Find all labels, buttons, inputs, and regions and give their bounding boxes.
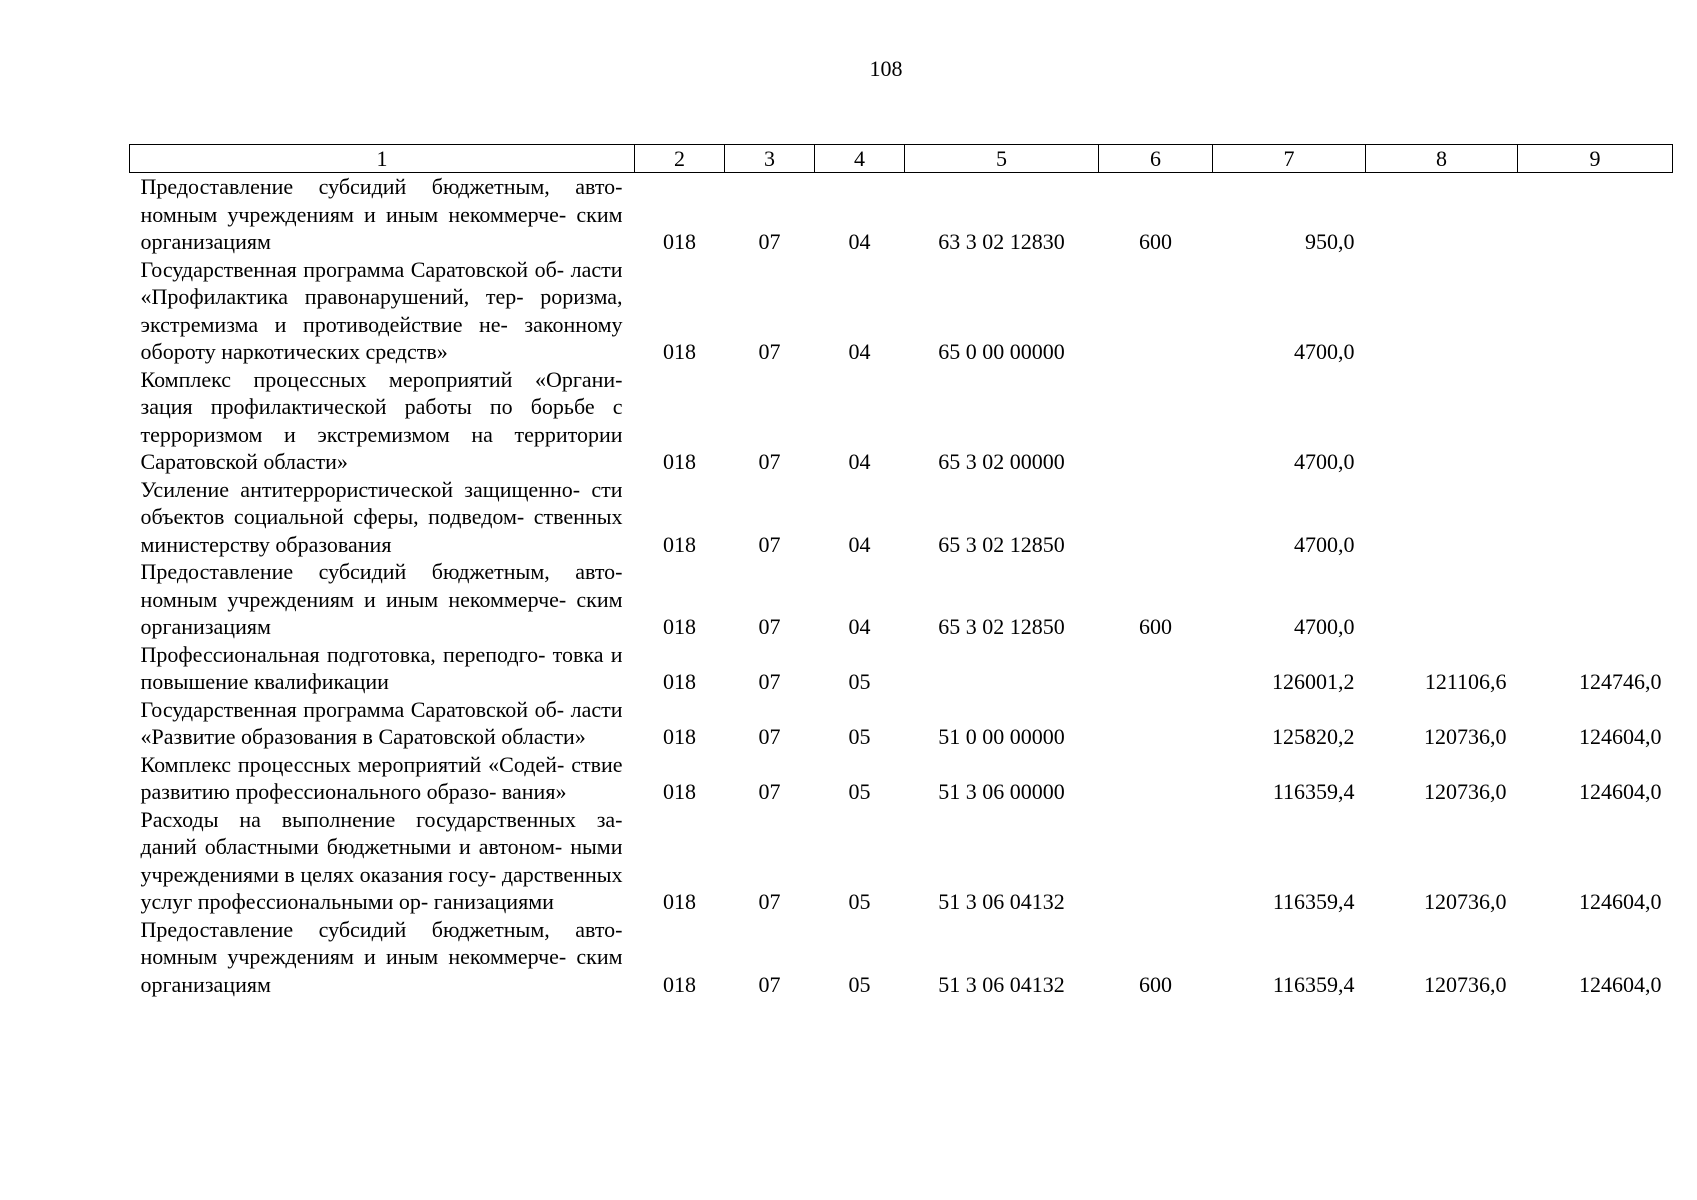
row-description xyxy=(130,476,635,559)
row-description xyxy=(130,751,635,806)
expense-type xyxy=(1099,806,1213,916)
description-line: ными учреждениями в целях оказания госу- xyxy=(140,834,623,887)
target-article: 51 0 00 00000 xyxy=(938,724,1065,749)
table-row xyxy=(130,476,1673,559)
subsection-code: 07 xyxy=(758,339,781,364)
budget-table xyxy=(129,144,1673,998)
amount-col-9 xyxy=(1518,256,1673,366)
amount-col-7: 125820,2 xyxy=(1272,724,1355,749)
description-line: зация профилактической работы по борьбе с xyxy=(140,394,623,419)
item-code: 04 xyxy=(848,339,871,364)
amount-col-7: 4700,0 xyxy=(1294,449,1355,474)
description-line: ским организациям xyxy=(140,201,623,254)
description-line: Усиление антитеррористической защищенно- xyxy=(140,476,581,502)
item-code: 04 xyxy=(848,614,871,639)
subsection-code: 07 xyxy=(758,724,781,749)
amount-col-9: 124604,0 xyxy=(1579,724,1662,749)
description-line: Предоставление субсидий бюджетным, авто- xyxy=(140,559,623,584)
amount-col-8 xyxy=(1366,366,1518,476)
amount-col-8: 120736,0 xyxy=(1424,889,1507,914)
amount-col-7: 116359,4 xyxy=(1272,779,1355,804)
target-article: 65 3 02 12850 xyxy=(938,531,1065,557)
item-code: 04 xyxy=(848,531,871,557)
item-code: 04 xyxy=(848,229,871,254)
row-description xyxy=(130,916,635,999)
description-line: ласти «Развитие образования в Саратовской xyxy=(140,696,623,749)
subsection-code: 07 xyxy=(758,779,781,804)
description-line: Предоставление субсидий бюджетным, авто- xyxy=(140,916,623,942)
expense-type xyxy=(1099,696,1213,751)
table-row xyxy=(130,751,1673,806)
amount-col-8: 120736,0 xyxy=(1424,971,1507,997)
header-col-2: 2 xyxy=(635,145,725,173)
amount-col-8: 120736,0 xyxy=(1424,724,1507,749)
description-line: даний областными бюджетными и автоном- xyxy=(140,834,563,859)
description-line: ласти «Профилактика правонарушений, тер- xyxy=(140,256,623,309)
header-col-3: 3 xyxy=(725,145,815,173)
row-description xyxy=(130,558,635,641)
description-line: ганизациями xyxy=(433,889,554,914)
target-article: 51 3 06 00000 xyxy=(938,779,1065,804)
header-col-8: 8 xyxy=(1366,145,1518,173)
item-code: 05 xyxy=(848,724,871,749)
header-col-7: 7 xyxy=(1213,145,1366,173)
description-line: роризма, экстремизма и противодействие не- xyxy=(140,284,623,337)
subsection-code: 07 xyxy=(758,971,781,997)
description-line: терроризмом и экстремизмом на территории xyxy=(140,421,623,447)
amount-col-9: 124746,0 xyxy=(1579,669,1662,694)
header-col-4: 4 xyxy=(815,145,905,173)
target-article: 65 3 02 12850 xyxy=(938,614,1065,639)
target-article xyxy=(905,641,1099,696)
item-code: 05 xyxy=(848,971,871,997)
section-code: 018 xyxy=(663,779,696,804)
expense-type: 600 xyxy=(1139,229,1172,254)
section-code: 018 xyxy=(663,889,696,914)
table-row xyxy=(130,558,1673,641)
amount-col-7: 126001,2 xyxy=(1272,669,1355,694)
table-row xyxy=(130,806,1673,916)
header-row xyxy=(130,145,1673,173)
row-description xyxy=(130,256,635,366)
section-code: 018 xyxy=(663,724,696,749)
description-line: номным учреждениям и иным некоммерче- xyxy=(140,201,567,227)
description-line: Государственная программа Саратовской об- xyxy=(140,256,565,282)
amount-col-9: 124604,0 xyxy=(1579,889,1662,914)
description-line: законному обороту наркотических средств» xyxy=(140,311,623,364)
subsection-code: 07 xyxy=(758,614,781,639)
table-row xyxy=(130,173,1673,256)
description-line: сти объектов социальной сферы, подведом- xyxy=(140,476,623,529)
amount-col-7: 950,0 xyxy=(1305,229,1355,254)
description-line: Комплекс процессных мероприятий «Органи- xyxy=(140,366,623,392)
section-code: 018 xyxy=(663,971,696,997)
amount-col-7: 4700,0 xyxy=(1294,339,1355,364)
amount-col-8 xyxy=(1366,476,1518,559)
description-line: Профессиональная подготовка, переподго- xyxy=(140,641,546,667)
description-line: товка и повышение квалификации xyxy=(140,641,623,694)
amount-col-7: 116359,4 xyxy=(1272,971,1355,997)
subsection-code: 07 xyxy=(758,889,781,914)
item-code: 05 xyxy=(848,889,871,914)
expense-type xyxy=(1099,641,1213,696)
description-line: номным учреждениям и иным некоммерче- xyxy=(140,944,567,969)
expense-type xyxy=(1099,366,1213,476)
expense-type xyxy=(1099,256,1213,366)
description-line: дарственных услуг профессиональными ор- xyxy=(140,861,623,914)
section-code: 018 xyxy=(663,614,696,639)
item-code: 05 xyxy=(848,669,871,694)
amount-col-8 xyxy=(1366,256,1518,366)
expense-type xyxy=(1099,476,1213,559)
item-code: 04 xyxy=(848,449,871,474)
description-line: Предоставление субсидий бюджетным, авто- xyxy=(140,174,623,199)
row-description xyxy=(130,696,635,751)
description-line: ским организациям xyxy=(140,944,623,997)
table-row xyxy=(130,366,1673,476)
description-line: Комплекс процессных мероприятий «Содей- xyxy=(140,751,565,777)
description-line: ствие развитию профессионального образо- xyxy=(140,751,623,804)
row-description xyxy=(130,366,635,476)
amount-col-7: 116359,4 xyxy=(1272,889,1355,914)
header-col-5: 5 xyxy=(905,145,1099,173)
amount-col-9 xyxy=(1518,558,1673,641)
amount-col-8 xyxy=(1366,173,1518,256)
amount-col-9 xyxy=(1518,173,1673,256)
expense-type: 600 xyxy=(1139,971,1172,997)
amount-col-8: 121106,6 xyxy=(1424,669,1507,694)
row-description xyxy=(130,641,635,696)
amount-col-9 xyxy=(1518,476,1673,559)
subsection-code: 07 xyxy=(758,229,781,254)
subsection-code: 07 xyxy=(758,449,781,474)
description-line: Государственная программа Саратовской об- xyxy=(140,696,565,722)
item-code: 05 xyxy=(848,779,871,804)
description-line: Саратовской области» xyxy=(140,449,348,474)
amount-col-9: 124604,0 xyxy=(1579,779,1662,804)
table-row xyxy=(130,696,1673,751)
amount-col-9: 124604,0 xyxy=(1579,971,1662,997)
subsection-code: 07 xyxy=(758,531,781,557)
header-col-6: 6 xyxy=(1099,145,1213,173)
header-col-1: 1 xyxy=(130,145,635,173)
header-col-9: 9 xyxy=(1518,145,1673,173)
expense-type: 600 xyxy=(1139,614,1172,639)
table-row xyxy=(130,916,1673,999)
amount-col-9 xyxy=(1518,366,1673,476)
row-description xyxy=(130,806,635,916)
amount-col-7: 4700,0 xyxy=(1294,614,1355,639)
description-line: Расходы на выполнение государственных за- xyxy=(140,806,623,832)
target-article: 51 3 06 04132 xyxy=(938,889,1065,914)
target-article: 65 3 02 00000 xyxy=(938,449,1065,474)
description-line: ственных министерству образования xyxy=(140,504,623,557)
description-line: области» xyxy=(501,724,586,749)
section-code: 018 xyxy=(663,531,696,557)
row-description xyxy=(130,173,635,256)
amount-col-8: 120736,0 xyxy=(1424,779,1507,804)
amount-col-7: 4700,0 xyxy=(1294,531,1355,557)
expense-type xyxy=(1099,751,1213,806)
section-code: 018 xyxy=(663,449,696,474)
table-row xyxy=(130,641,1673,696)
section-code: 018 xyxy=(663,229,696,254)
description-line: номным учреждениям и иным некоммерче- xyxy=(140,586,567,612)
subsection-code: 07 xyxy=(758,669,781,694)
amount-col-8 xyxy=(1366,558,1518,641)
section-code: 018 xyxy=(663,669,696,694)
target-article: 63 3 02 12830 xyxy=(938,229,1065,254)
target-article: 51 3 06 04132 xyxy=(938,971,1065,997)
table-row xyxy=(130,256,1673,366)
table-body xyxy=(130,173,1673,999)
description-line: ским организациям xyxy=(140,586,623,639)
table-header xyxy=(130,145,1673,173)
target-article: 65 0 00 00000 xyxy=(938,339,1065,364)
description-line: вания» xyxy=(501,779,567,804)
page-number: 108 xyxy=(869,56,903,81)
section-code: 018 xyxy=(663,339,696,364)
